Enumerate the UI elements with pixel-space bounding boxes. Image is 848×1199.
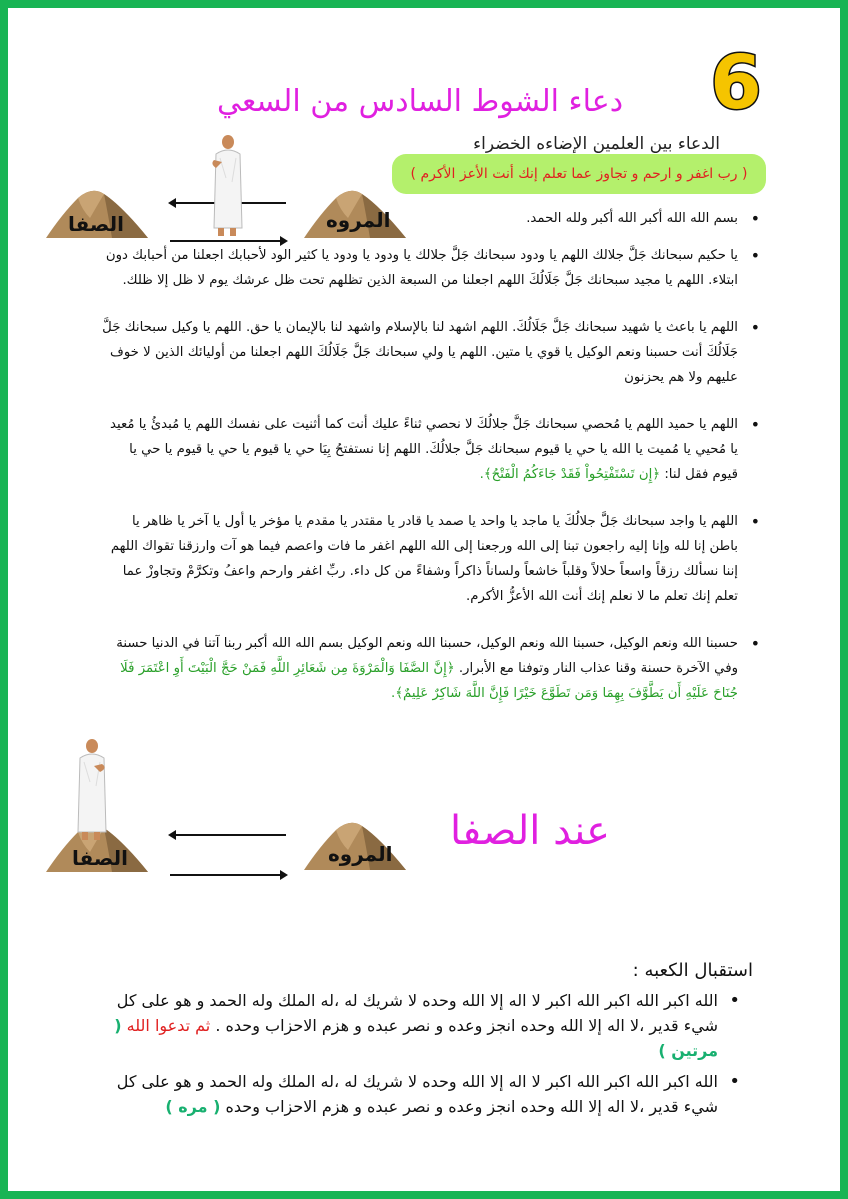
page-title: دعاء الشوط السادس من السعي — [216, 84, 624, 119]
dua-item — [100, 243, 760, 293]
pilgrim-icon — [70, 736, 110, 842]
takbir-text: الله اكبر الله اكبر الله اكبر لا اله إلا الله وحده لا شريك له ،له الملك وله الحمد و هو على كل شيء قدير ،لا اله إلا الله وحده انجز وعده و نصر عبده و هزم الاحزاب وحده — [116, 1072, 718, 1116]
dua-item — [100, 509, 760, 609]
dua-text: اللهم يا حميد اللهم يا مُحصي سبحانك جَلَّ جلالُكَ لا نحصي ثناءً عليك أنت كما أثنيت على نفسك اللهم يا مُبدئُ يا مُعيد يا مُحيي يا مُميت يا الله يا حي يا قيوم سبحانك جَلَّ جلالُكَ. اللهم إنا نستفتحُ بِيَا حي يا قيوم يا حي يا قيوم يا حي يا قيوم فقل لنا: — [109, 417, 738, 482]
arrow-right-icon — [170, 874, 286, 876]
subtitle: الدعاء بين العلمين الإضاءه الخضراء — [473, 134, 720, 154]
page-number-text: 6 — [710, 42, 762, 122]
takbir-item — [104, 988, 744, 1063]
highlight-dua: ( رب اغفر و ارحم و تجاوز عما تعلم إنك أنت الأعز الأكرم ) — [392, 154, 766, 194]
quran-verse: ﴿إِنَّ الصَّفَا وَالْمَرْوَةَ مِن شَعَائِرِ اللَّهِ فَمَنْ حَجَّ الْبَيْتَ أَوِ اعْتَمَرَ فَلَا جُنَاحَ عَلَيْهِ أَن يَطَّوَّفَ بِهِمَا وَمَن تَطَوَّعَ خَيْرًا فَإِنَّ اللَّهَ شَاكِرٌ عَلِيمٌ﴾. — [120, 661, 738, 701]
takbir-text: الله اكبر الله اكبر الله اكبر لا اله إلا الله وحده لا شريك له ،له الملك وله الحمد و هو على كل شيء قدير ،لا اله إلا الله وحده انجز وعده و نصر عبده و هزم الاحزاب وحده . — [116, 991, 718, 1035]
dua-item — [100, 412, 760, 487]
section-heading: استقبال الكعبه : — [632, 960, 753, 981]
takbir-item — [104, 1069, 744, 1119]
dua-text: بسم الله الله أكبر الله أكبر ولله الحمد. — [526, 211, 738, 226]
repeat-count: ( مرتين ) — [114, 1016, 718, 1060]
safa-label: الصفا — [68, 212, 124, 236]
dua-text: اللهم يا باعث يا شهيد سبحانك جَلَّ جَلَالُكَ. اللهم اشهد لنا بالإسلام واشهد لنا بالإيمان يا حق. اللهم يا وكيل سبحانك جَلَّ جَلَالُكَ أنت حسبنا ونعم الوكيل يا قوي يا متين. اللهم يا ولي سبحانك جَلَّ جَلَالُكَ اللهم اجعلنا من أوليائك الذين لا خوف عليهم ولا هم يحزنون — [102, 320, 738, 385]
repeat-count: ( مره ) — [165, 1097, 221, 1116]
page-number — [706, 42, 766, 122]
dua-text: حسبنا الله ونعم الوكيل، حسبنا الله ونعم الوكيل، حسبنا الله ونعم الوكيل بسم الله الله أكبر ربنا آتنا في الدنيا حسنة وفي الآخرة حسنة وقنا عذاب النار وتوفنا مع الأبرار. — [116, 636, 738, 676]
dua-text: اللهم يا واجد سبحانك جَلَّ جلالُكَ يا ماجد يا واحد يا صمد يا قادر يا مقتدر يا مقدم يا مؤخر يا أول يا آخر يا ظاهر يا باطن إنا لله وإنا إليه راجعون تبنا إلى الله ورجعنا إلى الله اللهم اغفر ما فات واعصم فيما هو آت وارزقنا تقواك اللهم إننا نسألك رزقاً واسعاً حلالاً وقلباً خاشعاً ولساناً ذاكراً وشفاءً من كل داء. ربِّ اغفر وارحم واعفُ وتكرَّمْ وتجاوزْ عما تعلم إنك تعلم ما لا نعلم إنك أنت الله الأعزُّ الأكرم. — [110, 514, 738, 604]
dua-text: يا حكيم سبحانك جَلَّ جلالك اللهم يا ودود سبحانك جَلَّ جلالك يا ودود يا ودود يا كثير الود لأحبابك اجعلنا من أحبابك دون ابتلاء. اللهم يا مجيد سبحانك جَلَّ جَلَالُكَ اللهم اجعلنا من السبعة الذين تظلهم تحت ظل عرشك يوم لا ظل إلا ظلك. — [105, 248, 738, 288]
dua-item — [100, 631, 760, 706]
instruction-text: ثم تدعوا الله — [126, 1016, 211, 1035]
arrow-left-icon — [170, 834, 286, 836]
takbir-list — [104, 988, 744, 1125]
dua-item — [100, 206, 760, 231]
duas-list — [100, 206, 760, 728]
quran-verse: ﴿إِن تَسْتَفْتِحُواْ فَقَدْ جَاءَكُمُ الْفَتْحُ﴾. — [479, 467, 661, 482]
safa-section-title: عند الصفا — [449, 808, 611, 854]
marwa-label: المروه — [328, 842, 393, 866]
marwa-label: المروه — [326, 208, 391, 232]
safa-label: الصفا — [72, 846, 128, 870]
dua-item — [100, 315, 760, 390]
